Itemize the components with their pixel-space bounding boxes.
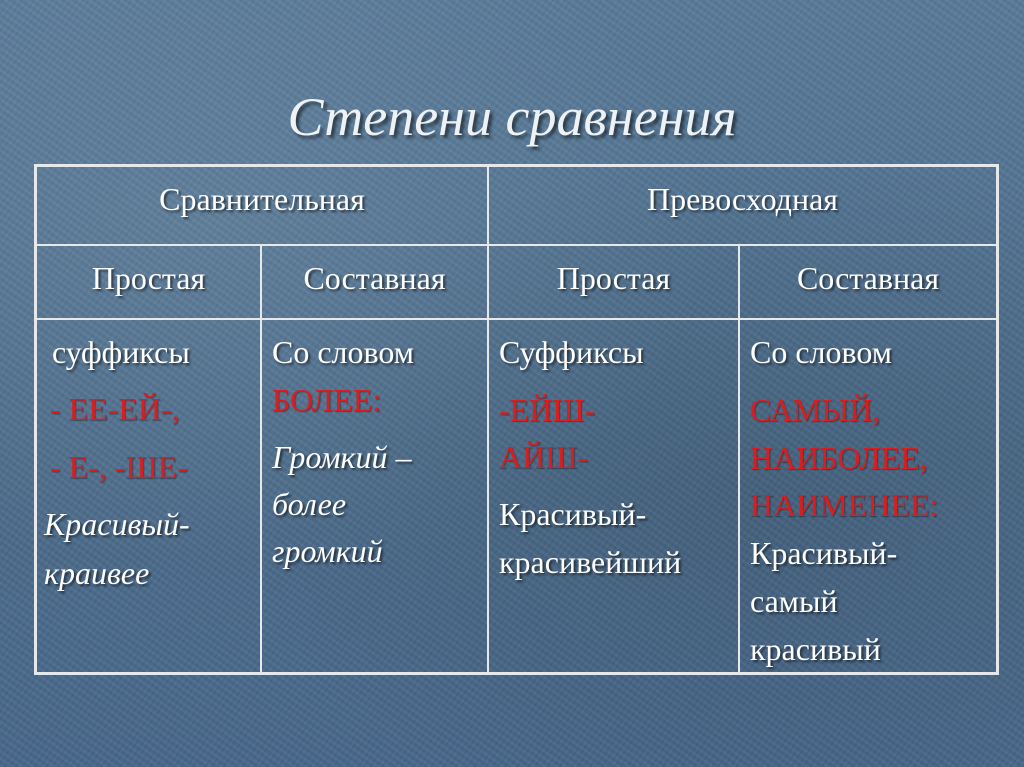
header-comparative: Сравнительная <box>159 181 365 217</box>
cell-comp-compound-example3: громкий <box>272 533 383 569</box>
subheader-sup-compound: Составная <box>796 260 940 296</box>
table-border-right <box>996 164 999 675</box>
cell-sup-compound-example2: самый <box>750 583 838 619</box>
table-border-left <box>34 164 37 675</box>
table-col-divider-right <box>738 244 740 675</box>
slide-title: Степени сравнения <box>287 87 737 147</box>
header-superlative: Превосходная <box>647 181 838 217</box>
cell-comp-simple-suffix1: - ЕЕ-ЕЙ-, <box>42 391 180 427</box>
cell-comp-compound-example2: более <box>272 486 347 522</box>
cell-comp-simple-line1: суффиксы <box>52 334 190 370</box>
cell-sup-compound-word2: НАИБОЛЕЕ, <box>750 440 928 476</box>
cell-comp-simple-example1: Красивый- <box>44 506 190 542</box>
table-row-divider-1 <box>34 244 999 246</box>
cell-sup-simple-suffix2: АЙШ- <box>499 439 589 475</box>
cell-sup-simple-line1: Суффиксы <box>499 334 644 370</box>
cell-sup-compound-word1: САМЫЙ, <box>750 392 881 428</box>
table-col-divider-left <box>260 244 262 675</box>
cell-sup-simple-example2: красивейший <box>499 544 682 580</box>
cell-comp-compound-example1: Громкий – <box>272 439 412 475</box>
table-row-divider-2 <box>34 318 999 320</box>
cell-comp-compound-line1: Со словом <box>272 334 415 370</box>
cell-sup-simple-example1: Красивый- <box>499 496 647 532</box>
cell-comp-simple-suffix2: - Е-, -ШЕ- <box>42 449 188 485</box>
cell-sup-compound-example1: Красивый- <box>750 535 898 571</box>
cell-sup-simple-suffix1: -ЕЙШ- <box>499 392 596 428</box>
cell-sup-compound-line1: Со словом <box>750 334 893 370</box>
subheader-comp-compound: Составная <box>303 260 446 296</box>
table-border-top <box>34 164 999 167</box>
cell-comp-compound-word: БОЛЕЕ: <box>272 382 382 418</box>
cell-comp-simple-example2: краивее <box>44 555 150 591</box>
subheader-comp-simple: Простая <box>91 260 206 296</box>
table-col-divider-mid <box>487 164 489 675</box>
cell-sup-compound-word3: НАИМЕНЕЕ: <box>750 487 939 523</box>
cell-sup-compound-example3: красивый <box>750 631 881 667</box>
subheader-sup-simple: Простая <box>556 260 671 296</box>
